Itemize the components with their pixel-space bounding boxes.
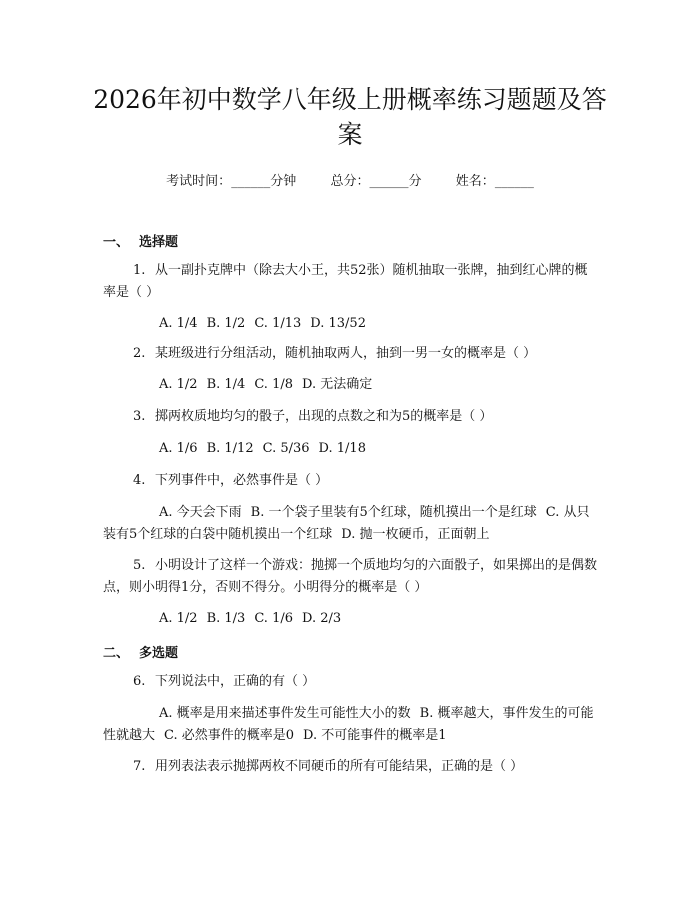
question-number: 7.	[133, 759, 146, 774]
option-c: C. 1/6	[254, 611, 293, 626]
section-heading-choice	[103, 231, 178, 250]
question-text: 某班级进行分组活动，随机抽取两人，抽到一男一女的概率是（ ）	[155, 346, 537, 361]
question-3-options	[103, 438, 597, 460]
time-label: 考试时间：	[166, 174, 232, 189]
section-number: 一、	[103, 235, 130, 250]
time-unit: 分钟	[270, 174, 297, 189]
question-4-options	[103, 502, 597, 546]
question-5-options	[103, 608, 597, 630]
question-6	[103, 671, 597, 693]
question-6-options	[103, 703, 597, 747]
time-blank: ______	[231, 174, 271, 189]
option-b: B. 1/3	[206, 611, 246, 626]
question-text: 从一副扑克牌中（除去大小王，共52张）随机抽取一张牌，抽到红心牌的概率是（ ）	[103, 263, 588, 300]
option-a: A. 概率是用来描述事件发生可能性大小的数	[159, 706, 411, 721]
option-d: D. 2/3	[302, 611, 342, 626]
name-label: 姓名：	[455, 174, 495, 189]
section-label: 选择题	[139, 235, 179, 250]
option-a: A. 1/2	[159, 611, 198, 626]
option-d: D. 抛一枚硬币，正面朝上	[341, 527, 490, 542]
option-c: C. 1/13	[254, 316, 302, 331]
option-a: A. 1/4	[159, 316, 198, 331]
option-b: B. 一个袋子里装有5个红球，随机摸出一个是红球	[250, 505, 537, 520]
question-2-options	[103, 374, 597, 396]
option-b: B. 1/12	[206, 441, 254, 456]
section-number: 二、	[103, 646, 130, 661]
question-number: 3.	[133, 409, 146, 424]
option-a: A. 1/2	[159, 377, 198, 392]
question-text: 用列表法表示抛掷两枚不同硬币的所有可能结果，正确的是（ ）	[155, 759, 524, 774]
question-1	[103, 260, 597, 304]
name-blank: ______	[494, 174, 534, 189]
option-b: B. 1/2	[206, 316, 246, 331]
question-3	[103, 406, 597, 428]
question-1-options	[103, 313, 597, 335]
option-b: B. 概率越大，事件发生的可能性就越大	[103, 706, 594, 743]
question-text: 掷两枚质地均匀的骰子，出现的点数之和为5的概率是（ ）	[155, 409, 493, 424]
option-d: D. 13/52	[310, 316, 366, 331]
question-number: 2.	[133, 346, 146, 361]
option-b: B. 1/4	[206, 377, 246, 392]
question-number: 5.	[133, 558, 146, 573]
page-title: 2026年初中数学八年级上册概率练习题题及答案	[93, 85, 607, 149]
section-heading-multi	[103, 642, 178, 661]
question-4	[103, 470, 597, 492]
question-7	[103, 756, 597, 778]
question-number: 1.	[133, 263, 146, 278]
option-c: C. 5/36	[262, 441, 310, 456]
question-text: 小明设计了这样一个游戏：抛掷一个质地均匀的六面骰子，如果掷出的是偶数点，则小明得1分，否则不得分。小明得分的概率是（ ）	[103, 558, 598, 595]
exam-info-line	[0, 170, 700, 189]
option-a: A. 1/6	[159, 441, 198, 456]
score-unit: 分	[408, 174, 422, 189]
option-d: D. 1/18	[318, 441, 366, 456]
option-d: D. 不可能事件的概率是1	[303, 728, 447, 743]
question-text: 下列说法中，正确的有（ ）	[155, 674, 316, 689]
option-a: A. 今天会下雨	[159, 505, 242, 520]
question-number: 4.	[133, 473, 146, 488]
score-label: 总分：	[330, 174, 370, 189]
question-number: 6.	[133, 674, 146, 689]
option-c: C. 必然事件的概率是0	[164, 728, 295, 743]
section-label: 多选题	[139, 646, 179, 661]
question-5	[103, 555, 597, 599]
question-text: 下列事件中，必然事件是（ ）	[155, 473, 329, 488]
option-c: C. 从只装有5个红球的白袋中随机摸出一个红球	[103, 505, 590, 542]
question-2	[103, 343, 597, 365]
option-d: D. 无法确定	[302, 377, 373, 392]
option-c: C. 1/8	[254, 377, 293, 392]
score-blank: ______	[369, 174, 409, 189]
